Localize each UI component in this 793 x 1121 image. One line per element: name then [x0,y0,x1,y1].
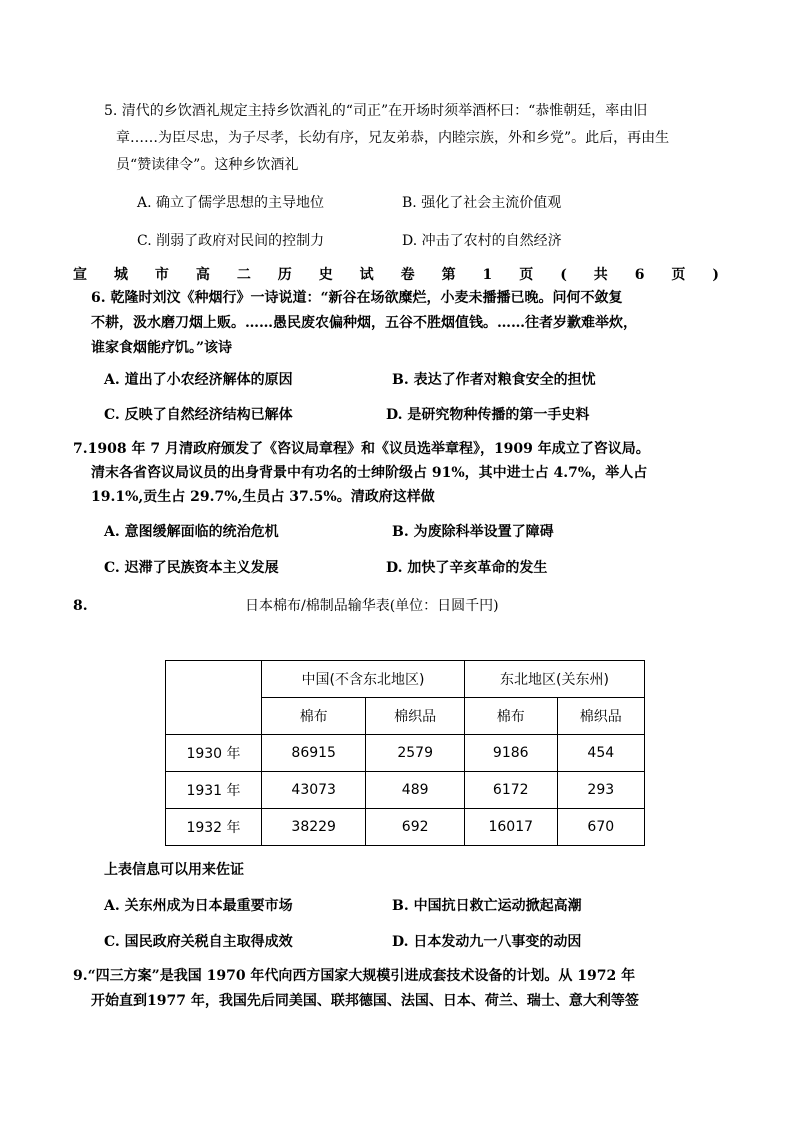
q7-option-d: D. 加快了辛亥革命的发生 [386,560,548,576]
q8-number: 8. [73,598,88,614]
header-china-cloth: 棉布 [262,698,366,735]
cell-northeast-cloth: 9186 [464,735,557,772]
row-year: 1932 年 [166,809,262,846]
cell-china-products: 692 [366,809,465,846]
q8-option-b: B. 中国抗日救亡运动掀起高潮 [392,898,582,914]
q7-option-c: C. 迟滞了民族资本主义发展 [104,560,279,576]
q7-option-a: A. 意图缓解面临的统治危机 [104,524,279,540]
q5-line-3: 员“赞读律令”。这种乡饮酒礼 [116,157,299,173]
table-row [166,809,645,846]
cell-northeast-products: 670 [557,809,644,846]
q6-line-2: 不耕，汲水磨刀烟上贩。……愚民废农偏种烟，五谷不胜烟值钱。……往者岁歉难举炊， [91,315,637,331]
cell-china-products: 2579 [366,735,465,772]
q6-option-b: B. 表达了作者对粮食安全的担忧 [392,372,596,388]
table-row [166,735,645,772]
cell-china-cloth: 86915 [262,735,366,772]
q7-line-1: 7.1908 年 7 月清政府颁发了《咨议局章程》和《议员选举章程》，1909 年成立了咨议局。 [73,441,650,457]
q5-line-2: 章……为臣尽忠，为子尽孝，长幼有序，兄友弟恭，内睦宗族，外和乡党”。此后，再由生 [116,130,670,146]
cell-china-cloth: 38229 [262,809,366,846]
q8-option-a: A. 关东州成为日本最重要市场 [104,898,293,914]
q6-line-3: 谁家食烟能疗饥。”该诗 [91,340,233,356]
q5-option-b: B. 强化了社会主流价值观 [402,195,562,211]
header-china: 中国(不含东北地区) [262,661,465,698]
cell-northeast-products: 293 [557,772,644,809]
table-corner-cell [166,661,262,735]
cell-northeast-cloth: 6172 [464,772,557,809]
header-northeast-cloth: 棉布 [464,698,557,735]
q9-line-1: 9.“四三方案”是我国 1970 年代向西方国家大规模引进成套技术设备的计划。从 1972 年 [73,968,636,984]
header-northeast: 东北地区(关东州) [464,661,644,698]
q7-option-b: B. 为废除科举设置了障碍 [392,524,554,540]
q8-option-d: D. 日本发动九一八事变的动因 [392,934,582,950]
q8-table-title: 日本棉布/棉制品输华表(单位：日圆千円) [245,598,499,614]
page-footer: 宣 城 市 高 二 历 史 试 卷 第 1 页 ( 共 6 页 ) [73,267,719,283]
cell-northeast-products: 454 [557,735,644,772]
q5-option-c: C. 削弱了政府对民间的控制力 [137,233,325,249]
import-table [165,660,645,846]
cell-northeast-cloth: 16017 [464,809,557,846]
q5-option-a: A. 确立了儒学思想的主导地位 [137,195,325,211]
q9-line-2: 开始直到1977 年，我国先后同美国、联邦德国、法国、日本、荷兰、瑞士、意大利等签 [91,993,639,1009]
row-year: 1931 年 [166,772,262,809]
q8-option-c: C. 国民政府关税自主取得成效 [104,934,293,950]
q8-stem: 上表信息可以用来佐证 [104,862,244,878]
q5-line-1: 5. 清代的乡饮酒礼规定主持乡饮酒礼的“司正”在开场时须举酒杯曰：“恭惟朝廷，率由旧 [104,103,648,119]
q7-line-3: 19.1%,贡生占 29.7%,生员占 37.5%。清政府这样做 [91,489,435,505]
q6-line-1: 6. 乾隆时刘汶《种烟行》一诗说道：“新谷在场欲糜烂，小麦未播播已晚。问何不敛复 [91,290,623,306]
q5-option-d: D. 冲击了农村的自然经济 [402,233,562,249]
cell-china-products: 489 [366,772,465,809]
cell-china-cloth: 43073 [262,772,366,809]
header-northeast-products: 棉织品 [557,698,644,735]
q6-option-a: A. 道出了小农经济解体的原因 [104,372,293,388]
header-china-products: 棉织品 [366,698,465,735]
q6-option-d: D. 是研究物种传播的第一手史料 [386,407,590,423]
q7-line-2: 清末各省咨议局议员的出身背景中有功名的士绅阶级占 91%，其中进士占 4.7%，举人占 [91,465,648,481]
row-year: 1930 年 [166,735,262,772]
table-row [166,772,645,809]
q6-option-c: C. 反映了自然经济结构已解体 [104,407,293,423]
